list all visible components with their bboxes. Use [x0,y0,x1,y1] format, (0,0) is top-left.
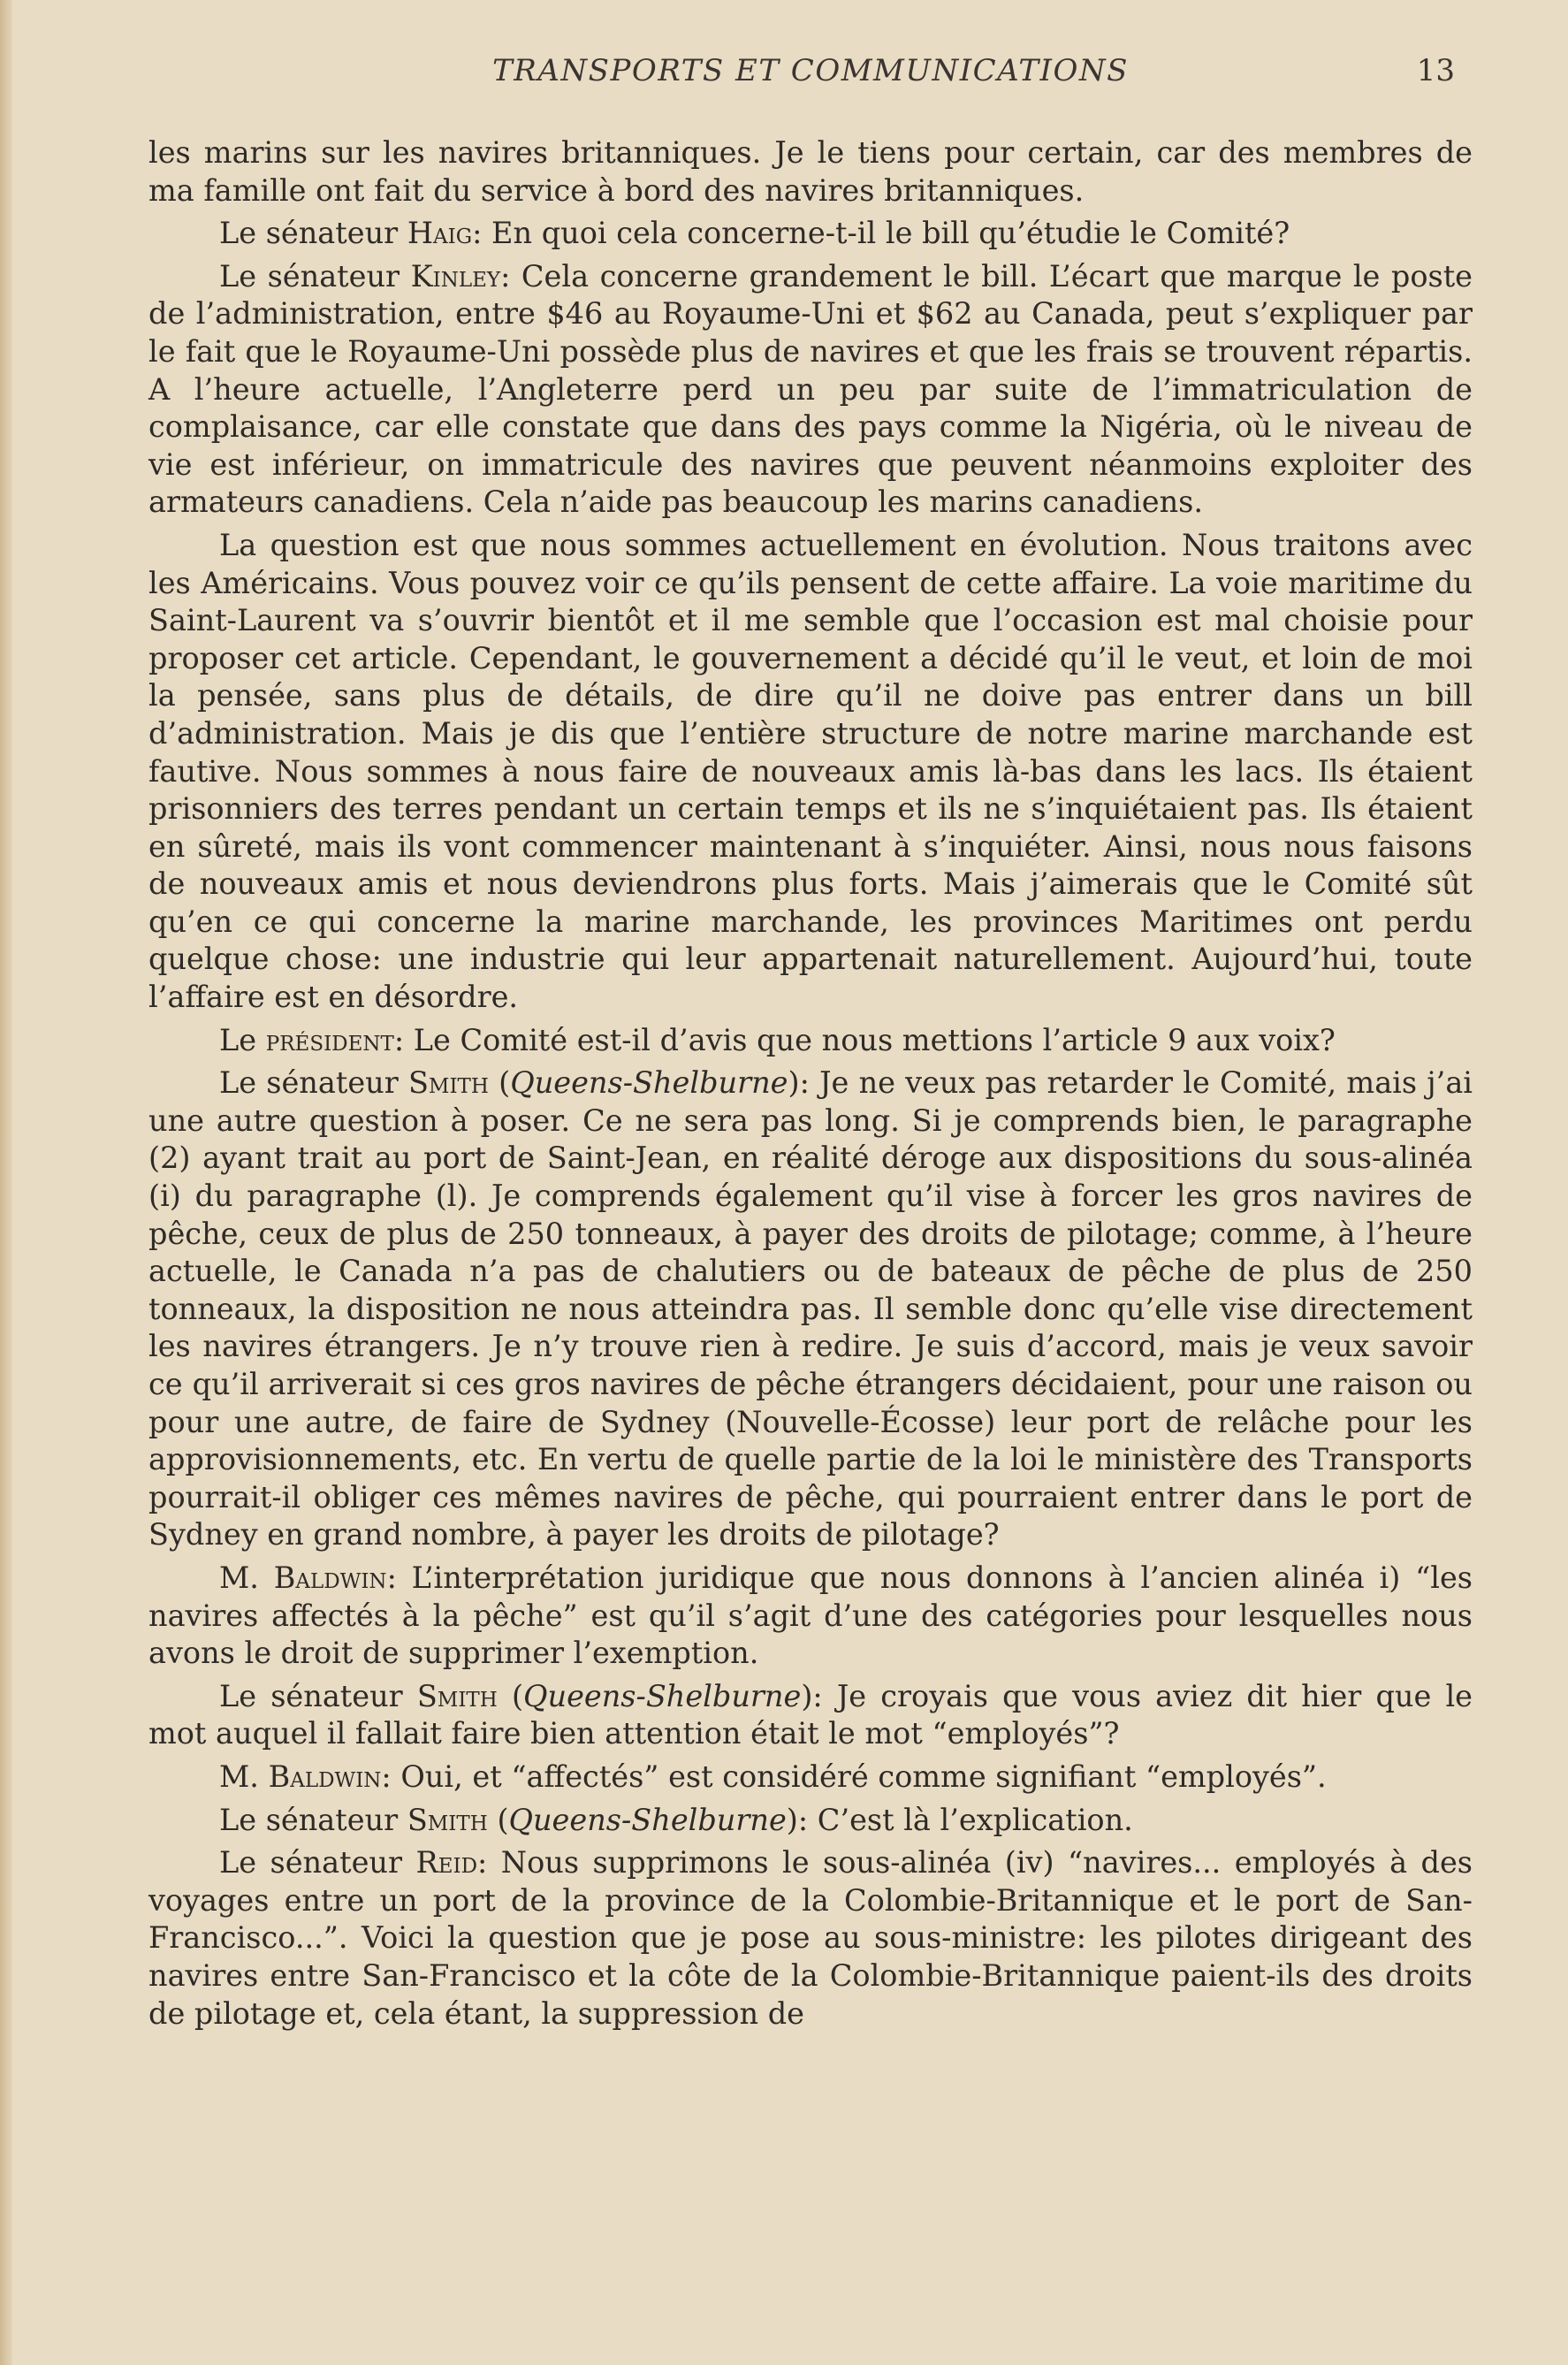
speech-baldwin-1 [148,1560,1473,1673]
speech-text: : Je croyais que vous aviez dit hier que le mot auquel il fallait faire bien attention était le mot “employés”? [148,1678,1473,1751]
speech-text: : En quoi cela concerne-t-il le bill qu’étudie le Comité? [472,216,1290,251]
speech-text: : Oui, et “affectés” est considéré comme signifiant “employés”. [381,1758,1327,1794]
speech-text: : C’est là l’explication. [797,1802,1133,1837]
speech-haig [148,215,1473,253]
speaker-riding: Queens-Shelburne [523,1678,802,1713]
speech-text: : Le Comité est-il d’avis que nous mettions l’article 9 aux voix? [393,1022,1336,1057]
speech-reid [148,1844,1473,2033]
paragraph-text: les marins sur les navires britanniques. Je le tiens pour certain, car des membres de ma famille ont fait du service à bord des navires britanniques. [148,135,1473,208]
speaker-riding: Queens-Shelburne [508,1802,787,1837]
speaker-name: Reid [415,1845,478,1881]
speaker-title: M. [219,1560,274,1595]
body-text [148,134,1473,2038]
speaker-name: Smith [416,1678,498,1713]
speech-smith-3: Le sénateur Smith (Queens-Shelburne): C’est là l’explication. [219,1802,1133,1837]
speech-text: La question est que nous sommes actuellement en évolution. Nous traitons avec les Américains. Vous pouvez voir ce qu’ils pensent de cette affaire. La voie maritime du Saint-Laurent va s’ouvrir bientôt et il me semble que l’occasion est mal choisie pour proposer cet article. Cependant, le gouvernement a décidé qu’il le veut, et loin de moi la pensée, sans plus de détails, de dire qu’il ne doive pas entrer dans un bill d’administration. Mais je dis que l’entière structure de notre marine marchande est fautive. Nous sommes à nous faire de nouveaux amis là-bas dans les lacs. Ils étaient prisonniers des terres pendant un certain temps et ils ne s’inquiétaient pas. Ils étaient en sûreté, mais ils vont commencer maintenant à s’inquiéter. Ainsi, nous nous faisons de nouveaux amis et nous deviendrons plus forts. Mais j’aimerais que le Comité sût qu’en ce qui concerne la marine marchande, les provinces Maritimes ont perdu quelque chose: une industrie qui leur appartenait naturellement. Aujourd’hui, toute l’affaire est en désordre. [148,527,1473,1015]
speech-baldwin-2 [148,1758,1473,1797]
speech-kinley [148,258,1473,522]
speech-smith-2: Le sénateur Smith (Queens-Shelburne): Je croyais que vous aviez dit hier que le mot auquel il fallait faire bien attention était le mot “employés”? [148,1678,1473,1751]
speech-smith-1: Le sénateur Smith (Queens-Shelburne): Je ne veux pas retarder le Comité, mais j’ai une autre question à poser. Ce ne sera pas long. Si je comprends bien, le paragraphe (2) ayant trait au port de Saint-Jean, en réalité déroge aux dispositions du sous-alinéa (i) du paragraphe (l). Je comprends également qu’il vise à forcer les gros navires de pêche, ceux de plus de 250 tonneaux, à payer des droits de pilotage; comme, à l’heure actuelle, le Canada n’a pas de chalutiers ou de bateaux de pêche de plus de 250 tonneaux, la disposition ne nous atteindra pas. Il semble donc qu’elle vise directement les navires étrangers. Je n’y trouve rien à redire. Je suis d’accord, mais je veux savoir ce qu’il arriverait si ces gros navires de pêche étrangers décidaient, pour une raison ou pour une autre, de faire de Sydney (Nouvelle-Écosse) leur port de relâche pour les approvisionnements, etc. En vertu de quelle partie de la loi le ministère des Transports pourrait-il obliger ces mêmes navires de pêche, qui pourraient entrer dans le port de Sydney en grand nombre, à payer les droits de pilotage? [148,1065,1473,1553]
speaker-title: Le [219,1022,266,1057]
speaker-title: M. [219,1758,269,1794]
speech-text: : Cela concerne grandement le bill. L’écart que marque le poste de l’administration, entre $46 au Royaume-Uni et $62 au Canada, peut s’expliquer par le fait que le Royaume-Uni possède plus de navires et que les frais se trouvent répartis. A l’heure actuelle, l’Angleterre perd un peu par suite de l’immatriculation de complaisance, car elle constate que dans des pays comme la Nigéria, où le niveau de vie est inférieur, on immatricule des navires que peuvent néanmoins exploiter des armateurs canadiens. Cela n’aide pas beaucoup les marins canadiens. [148,258,1473,520]
speech-text: : Nous supprimons le sous-alinéa (iv) “navires... employés à des voyages entre un port de la province de la Colombie-Britannique et le port de San-Francisco...”. Voici la question que je pose au sous-ministre: les pilotes dirigeant des navires entre San-Francisco et la côte de la Colombie-Britannique paient-ils des droits de pilotage et, cela étant, la suppression de [148,1845,1473,2031]
speaker-riding: Queens-Shelburne [510,1065,788,1101]
speaker-title: Le sénateur [219,1802,407,1837]
speech-text: : L’interprétation juridique que nous donnons à l’ancien alinéa i) “les navires affectés à la pêche” est qu’il s’agit d’une des catégories pour lesquelles nous avons le droit de supprimer l’exemption. [148,1560,1473,1671]
page-number: 13 [1416,53,1455,88]
speaker-name: Smith [407,1802,488,1837]
speaker-name: Kinley [410,258,501,294]
speech-kinley-continued [148,527,1473,1017]
speaker-title: Le sénateur [219,258,411,294]
speaker-name: Baldwin [268,1758,382,1794]
speaker-name: Haig [407,216,473,251]
page-binding-edge [0,0,12,2365]
speech-text: : Je ne veux pas retarder le Comité, mais j’ai une autre question à poser. Ce ne sera pas long. Si je comprends bien, le paragraphe (2) ayant trait au port de Saint-Jean, en réalité déroge aux dispositions du sous-alinéa (i) du paragraphe (l). Je comprends également qu’il vise à forcer les gros navires de pêche, ceux de plus de 250 tonneaux, à payer des droits de pilotage; comme, à l’heure actuelle, le Canada n’a pas de chalutiers ou de bateaux de pêche de plus de 250 tonneaux, la disposition ne nous atteindra pas. Il semble donc qu’elle vise directement les navires étrangers. Je n’y trouve rien à redire. Je suis d’accord, mais je veux savoir ce qu’il arriverait si ces gros navires de pêche étrangers décidaient, pour une raison ou pour une autre, de faire de Sydney (Nouvelle-Écosse) leur port de relâche pour les approvisionnements, etc. En vertu de quelle partie de la loi le ministère des Transports pourrait-il obliger ces mêmes navires de pêche, qui pourraient entrer dans le port de Sydney en grand nombre, à payer les droits de pilotage? [148,1065,1473,1553]
speaker-name: Smith [407,1065,489,1101]
running-head: TRANSPORTS ET COMMUNICATIONS [492,53,1129,88]
speaker-name: Baldwin [273,1560,387,1595]
speaker-title: Le sénateur [219,1845,416,1881]
speaker-title: Le sénateur [219,1065,408,1101]
speaker-title: Le sénateur [219,1678,417,1713]
page-header [148,53,1473,106]
speaker-title: Le sénateur [219,216,407,251]
paragraph-continuation [148,134,1473,210]
speech-president [148,1022,1473,1060]
speaker-name: président [265,1022,394,1057]
